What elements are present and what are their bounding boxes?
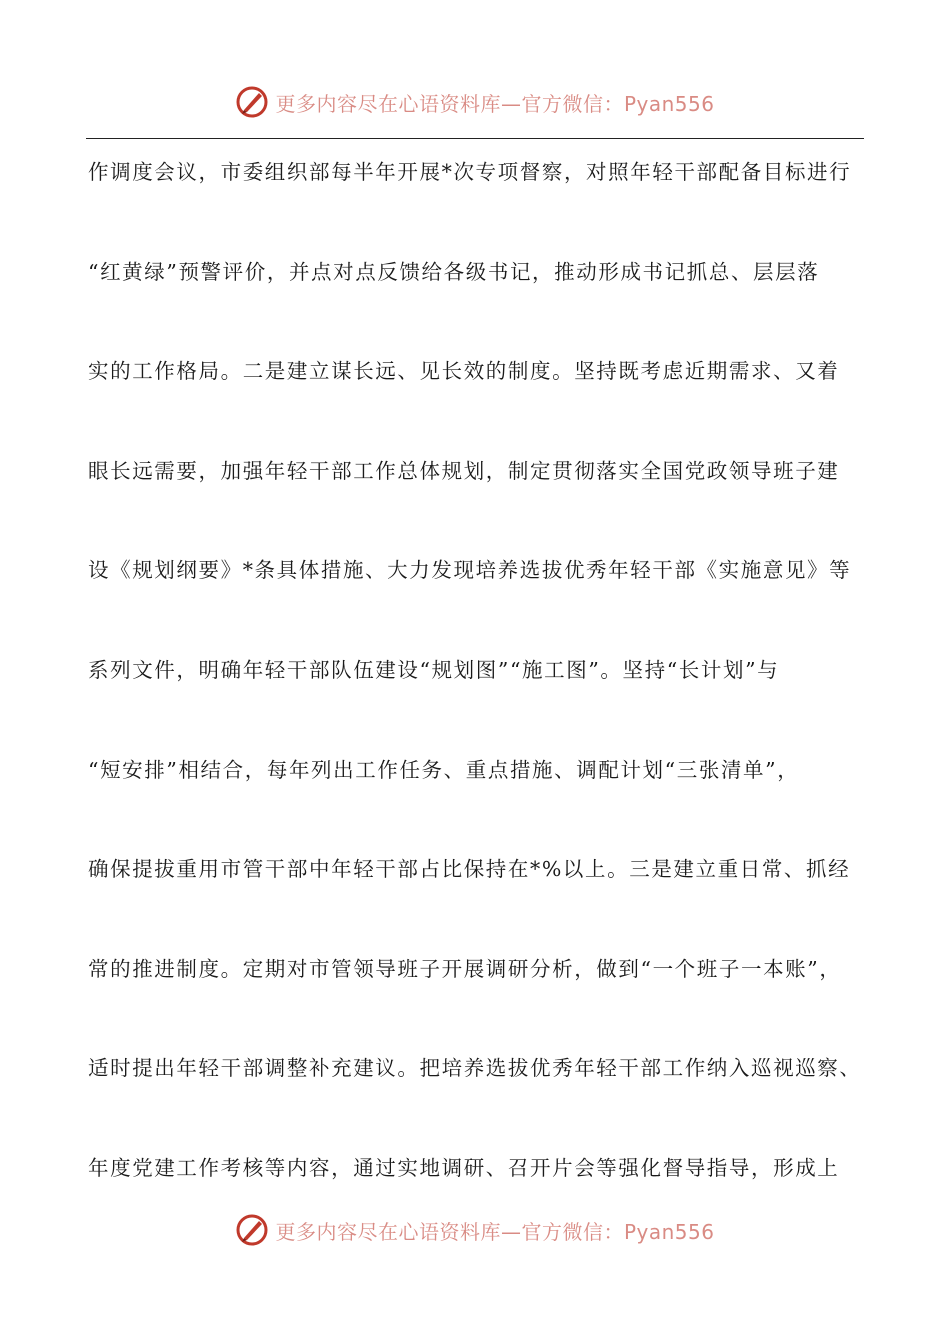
header-divider (86, 138, 864, 139)
paragraph-line: 实的工作格局。二是建立谋长远、见长效的制度。坚持既考虑近期需求、又着 (88, 359, 840, 384)
paragraph-line: 作调度会议，市委组织部每半年开展*次专项督察，对照年轻干部配备目标进行 (88, 160, 852, 184)
paragraph-line: 适时提出年轻干部调整补充建议。把培养选拔优秀年轻干部工作纳入巡视巡察、 (88, 1056, 862, 1081)
paragraph-line: 设《规划纲要》*条具体措施、大力发现培养选拔优秀年轻干部《实施意见》等 (88, 558, 852, 583)
header-banner (0, 80, 950, 124)
paragraph-line: “短安排”相结合，每年列出工作任务、重点措施、调配计划“三张清单”， (88, 757, 800, 782)
paragraph-line: “红黄绿”预警评价，并点对点反馈给各级书记，推动形成书记抓总、层层落 (88, 259, 820, 284)
header-banner-text: 更多内容尽在心语资料库—官方微信：Pyan556 (275, 91, 715, 116)
paragraph-line: 确保提拔重用市管干部中年轻干部占比保持在*%以上。三是建立重日常、抓经 (88, 857, 851, 882)
quill-logo-icon (235, 1213, 269, 1247)
footer-banner-text: 更多内容尽在心语资料库—官方微信：Pyan556 (275, 1219, 715, 1244)
paragraph-line: 系列文件，明确年轻干部队伍建设“规划图”“施工图”。坚持“长计划”与 (88, 657, 780, 682)
footer-banner (0, 1208, 950, 1252)
quill-logo-icon (235, 85, 269, 119)
document-body (88, 150, 864, 1246)
paragraph-line: 常的推进制度。定期对市管领导班子开展调研分析，做到“一个班子一本账”， (88, 956, 842, 981)
paragraph-line: 眼长远需要，加强年轻干部工作总体规划，制定贯彻落实全国党政领导班子建 (88, 458, 840, 483)
paragraph-line: 年度党建工作考核等内容，通过实地调研、召开片会等强化督导指导，形成上 (88, 1155, 840, 1180)
